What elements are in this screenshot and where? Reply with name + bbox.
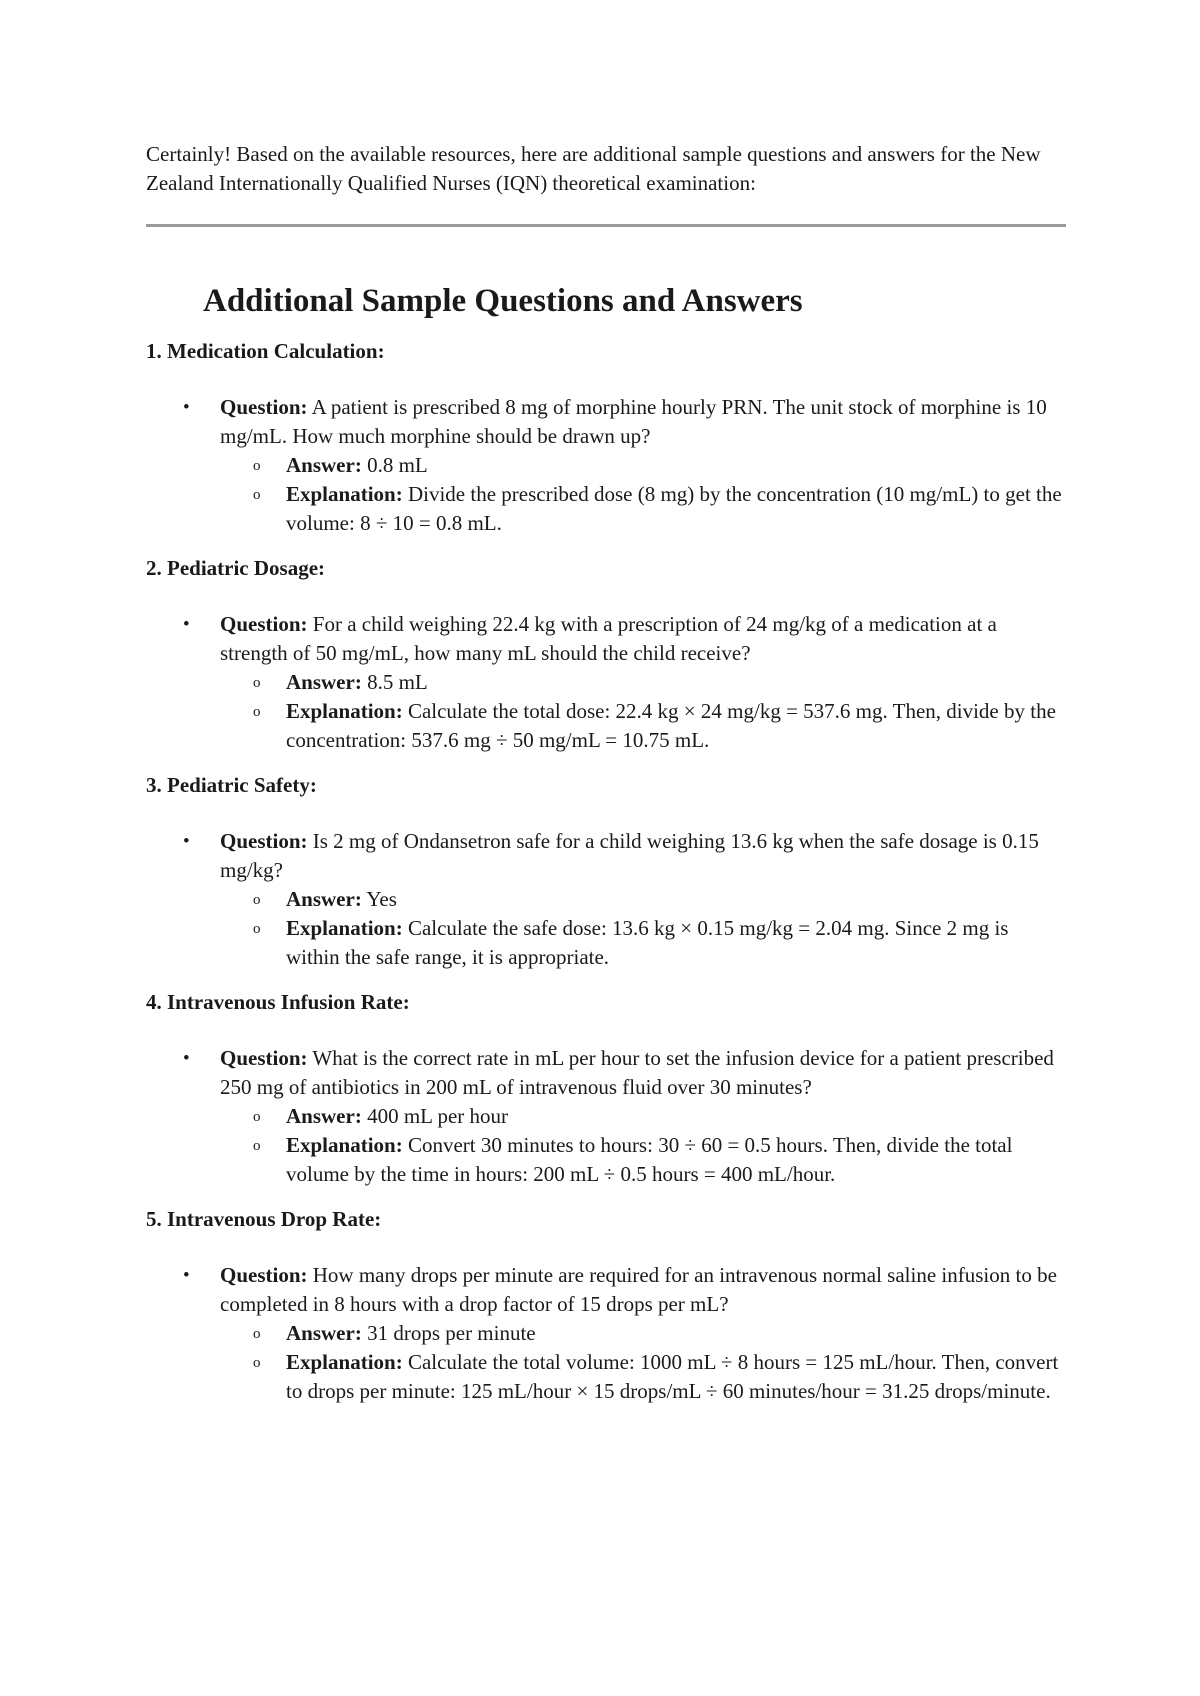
question-text: Is 2 mg of Ondansetron safe for a child weighing 13.6 kg when the safe dosage is 0.15 mg/kg? [220,829,1039,882]
question-section [146,337,1066,538]
answer-explanation-list [220,1319,1066,1406]
answer-text: 8.5 mL [367,670,428,694]
question-text: A patient is prescribed 8 mg of morphine hourly PRN. The unit stock of morphine is 10 mg/mL. How much morphine should be drawn up? [220,395,1047,448]
circle-bullet-icon: o [253,487,261,503]
question-label: Question: [220,1263,308,1287]
question-list [146,1261,1066,1406]
question-section [146,1205,1066,1406]
circle-bullet-icon: o [253,704,261,720]
question-text: For a child weighing 22.4 kg with a prescription of 24 mg/kg of a medication at a strength of 50 mg/mL, how many mL should the child receive? [220,612,997,665]
explanation-text: Calculate the total dose: 22.4 kg × 24 mg/kg = 537.6 mg. Then, divide by the concentration: 537.6 mg ÷ 50 mg/mL = 10.75 mL. [286,699,1056,752]
answer-text: 0.8 mL [367,453,428,477]
question-item [146,827,1066,972]
question-item [146,1261,1066,1406]
circle-bullet-icon: o [253,1326,261,1342]
document-page [146,140,1066,1406]
explanation-text: Calculate the safe dose: 13.6 kg × 0.15 mg/kg = 2.04 mg. Since 2 mg is within the safe range, it is appropriate. [286,916,1009,969]
answer-item [220,1319,1066,1348]
answer-explanation-list [220,451,1066,538]
question-label: Question: [220,612,308,636]
answer-label: Answer: [286,670,362,694]
answer-text: 400 mL per hour [367,1104,509,1128]
question-label: Question: [220,829,308,853]
question-list [146,393,1066,538]
circle-bullet-icon: o [253,921,261,937]
answer-label: Answer: [286,1104,362,1128]
answer-label: Answer: [286,887,362,911]
section-heading: 1. Medication Calculation: [146,339,385,363]
circle-bullet-icon: o [253,1355,261,1371]
explanation-label: Explanation: [286,699,403,723]
explanation-text: Calculate the total volume: 1000 mL ÷ 8 hours = 125 mL/hour. Then, convert to drops per minute: 125 mL/hour × 15 drops/mL ÷ 60 minutes/hour = 31.25 drops/minute. [286,1350,1059,1403]
explanation-item [220,1348,1066,1406]
explanation-text: Convert 30 minutes to hours: 30 ÷ 60 = 0.5 hours. Then, divide the total volume by the time in hours: 200 mL ÷ 0.5 hours = 400 mL/hour. [286,1133,1013,1186]
section-heading: 4. Intravenous Infusion Rate: [146,990,410,1014]
answer-explanation-list [220,885,1066,972]
question-label: Question: [220,1046,308,1070]
bullet-icon: • [183,614,190,635]
question-text: How many drops per minute are required for an intravenous normal saline infusion to be completed in 8 hours with a drop factor of 15 drops per mL? [220,1263,1057,1316]
question-list [146,827,1066,972]
explanation-item [220,697,1066,755]
question-item [146,610,1066,755]
answer-item [220,451,1066,480]
bullet-icon: • [183,831,190,852]
question-section [146,554,1066,755]
answer-explanation-list [220,1102,1066,1189]
question-list [146,1044,1066,1189]
circle-bullet-icon: o [253,1138,261,1154]
section-heading: 2. Pediatric Dosage: [146,556,326,580]
explanation-text: Divide the prescribed dose (8 mg) by the concentration (10 mg/mL) to get the volume: 8 ÷ 10 = 0.8 mL. [286,482,1062,535]
circle-bullet-icon: o [253,892,261,908]
section-heading: 3. Pediatric Safety: [146,773,317,797]
circle-bullet-icon: o [253,675,261,691]
answer-item [220,1102,1066,1131]
explanation-label: Explanation: [286,482,403,506]
section-heading: 5. Intravenous Drop Rate: [146,1207,382,1231]
document-title: Additional Sample Questions and Answers [203,283,803,319]
sections-container [146,337,1066,1406]
answer-item [220,668,1066,697]
question-section [146,988,1066,1189]
question-text: What is the correct rate in mL per hour to set the infusion device for a patient prescribed 250 mg of antibiotics in 200 mL of intravenous fluid over 30 minutes? [220,1046,1054,1099]
question-item [146,1044,1066,1189]
answer-label: Answer: [286,453,362,477]
explanation-item [220,480,1066,538]
bullet-icon: • [183,1048,190,1069]
intro-paragraph: Certainly! Based on the available resources, here are additional sample questions and answers for the New Zealand Internationally Qualified Nurses (IQN) theoretical examination: [146,142,1041,195]
answer-explanation-list [220,668,1066,755]
answer-item [220,885,1066,914]
circle-bullet-icon: o [253,458,261,474]
explanation-label: Explanation: [286,1133,403,1157]
answer-text: 31 drops per minute [367,1321,536,1345]
explanation-item [220,1131,1066,1189]
question-list [146,610,1066,755]
horizontal-divider [146,224,1066,227]
circle-bullet-icon: o [253,1109,261,1125]
question-item [146,393,1066,538]
explanation-label: Explanation: [286,916,403,940]
bullet-icon: • [183,1265,190,1286]
question-section [146,771,1066,972]
explanation-item [220,914,1066,972]
answer-label: Answer: [286,1321,362,1345]
answer-text: Yes [366,887,397,911]
question-label: Question: [220,395,308,419]
explanation-label: Explanation: [286,1350,403,1374]
bullet-icon: • [183,397,190,418]
